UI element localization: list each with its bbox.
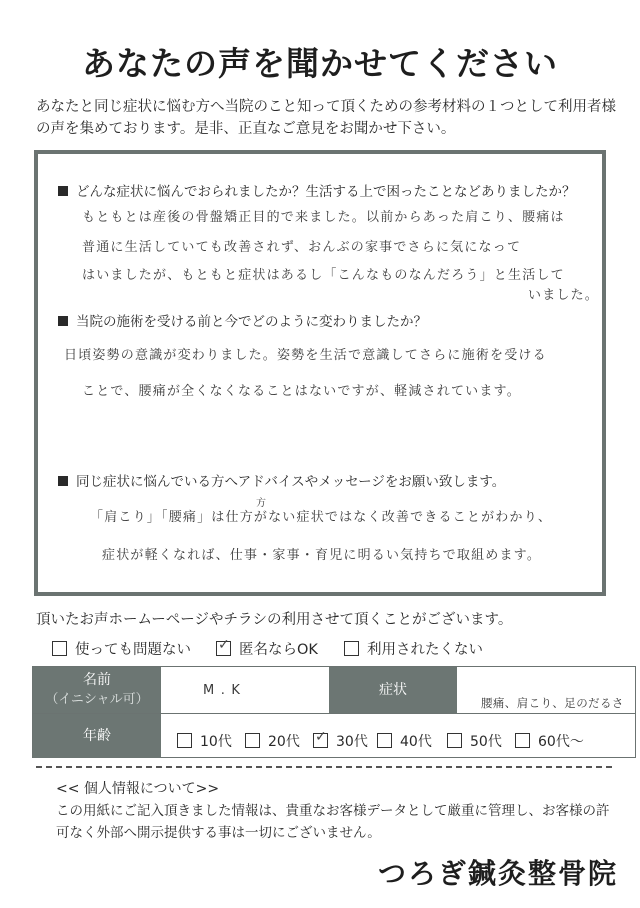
name-value[interactable]: M . K: [203, 683, 242, 698]
bullet-square-icon: [58, 186, 68, 196]
age-option-label: 40代: [400, 734, 432, 750]
consent-option-ok[interactable]: [52, 638, 191, 659]
name-sublabel: （イニシャル可）: [45, 692, 149, 707]
answer-1-line-4: いました。: [528, 288, 600, 303]
answer-3-annotation: 方: [256, 498, 268, 509]
age-option-50s[interactable]: [447, 731, 502, 751]
age-option-label: 50代: [470, 734, 502, 750]
clinic-name: つろぎ鍼灸整骨院: [377, 857, 618, 890]
age-option-40s[interactable]: [377, 731, 432, 751]
checkbox[interactable]: [377, 733, 392, 748]
consent-option-label: 利用されたくない: [367, 642, 483, 658]
answer-3-line-2: 症状が軽くなれば、仕事・家事・育児に明るい気持ちで取組めます。: [102, 548, 542, 563]
answer-2-line-1: 日頃姿勢の意識が変わりました。姿勢を生活で意識してさらに施術を受ける: [64, 348, 547, 363]
privacy-text: この用紙にご記入頂きました情報は、貴重なお客様データとして厳重に管理し、お客様の許可なく外部へ開示提供する事は一切にございません。: [56, 803, 610, 841]
age-option-label: 20代: [268, 734, 300, 750]
age-option-label: 30代: [336, 734, 368, 750]
question-2-label: 当院の施術を受ける前と今でどのように変わりましたか？: [76, 314, 427, 330]
checkbox[interactable]: [344, 641, 359, 656]
consent-option-label: 匿名ならOK: [239, 642, 318, 658]
question-1: [58, 180, 576, 200]
age-option-20s[interactable]: [245, 731, 300, 751]
consent-option-decline[interactable]: [344, 638, 483, 659]
answer-1-line-1: もともとは産後の骨盤矯正目的で来ました。以前からあった肩こり、腰痛は: [82, 210, 565, 225]
privacy-title: << 個人情報について>>: [56, 781, 220, 797]
checkbox[interactable]: [177, 733, 192, 748]
age-option-60s[interactable]: [515, 731, 584, 751]
dashed-divider: [36, 766, 612, 768]
symptom-value[interactable]: 腰痛、肩こり、足のだるさ: [481, 696, 624, 710]
intro-text: あなたと同じ症状に悩む方へ当院のこと知って頂くための参考材料の１つとして利用者様の声を集めております。是非、正直なご意見をお聞かせ下さい。: [36, 99, 616, 137]
question-2: [58, 310, 427, 330]
consent-question: 頂いたお声ホームーページやチラシの利用させて頂くことがございます。: [36, 612, 513, 628]
checkbox-checked[interactable]: [313, 729, 328, 748]
age-option-30s[interactable]: [313, 731, 368, 751]
name-label-cell: [33, 667, 161, 713]
bullet-square-icon: [58, 316, 68, 326]
checkbox-checked[interactable]: [216, 637, 231, 656]
questionnaire-box: [34, 150, 606, 596]
checkbox[interactable]: [245, 733, 260, 748]
age-option-10s[interactable]: [177, 731, 232, 751]
symptom-label: 症状: [329, 667, 457, 713]
consent-option-anonymous[interactable]: [216, 638, 318, 659]
age-option-label: 60代～: [538, 734, 584, 750]
profile-form: [32, 666, 636, 758]
answer-2-line-2: ことで、腰痛が全くなくなることはないですが、軽減されています。: [82, 384, 521, 399]
consent-option-label: 使っても問題ない: [75, 642, 191, 658]
check-icon: ✓: [315, 729, 327, 745]
check-icon: ✓: [218, 637, 230, 653]
checkbox[interactable]: [447, 733, 462, 748]
answer-3-line-1: 「肩こり」「腰痛」は仕方がない症状ではなく改善できることがわかり、: [90, 510, 553, 525]
answer-1-line-2: 普通に生活していても改善されず、おんぶの家事でさらに気になって: [82, 240, 522, 255]
question-3: [58, 470, 505, 490]
page-title: あなたの声を聞かせてください: [82, 44, 558, 83]
name-label: 名前: [83, 672, 111, 688]
checkbox[interactable]: [52, 641, 67, 656]
answer-1-line-3: はいましたが、もともと症状はあるし「こんなものなんだろう」と生活して: [82, 268, 565, 283]
checkbox[interactable]: [515, 733, 530, 748]
question-3-label: 同じ症状に悩んでいる方へアドバイスやメッセージをお願い致します。: [76, 474, 506, 490]
age-option-label: 10代: [200, 734, 232, 750]
bullet-square-icon: [58, 476, 68, 486]
age-label: 年齢: [33, 714, 161, 758]
question-1-label: どんな症状に悩んでおられましたか？生活する上で困ったことなどありましたか？: [76, 184, 576, 200]
